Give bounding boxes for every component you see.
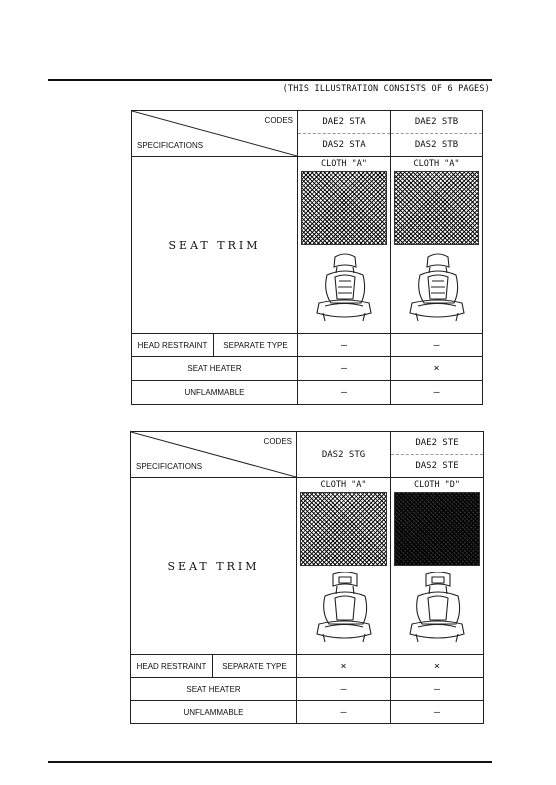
code: DAE2 STE <box>391 432 483 456</box>
bottom-rule <box>48 761 492 763</box>
codes-label: CODES <box>263 437 292 446</box>
page-note: (THIS ILLUSTRATION CONSISTS OF 6 PAGES) <box>282 84 490 94</box>
code: DAS2 STA <box>322 140 366 151</box>
seat-heater-value: – <box>391 678 484 701</box>
seat-illustration <box>402 572 472 650</box>
spec-table-2 <box>130 431 484 724</box>
head-restraint-label: HEAD RESTRAINT <box>132 334 214 357</box>
separate-type-label: SEPARATE TYPE <box>214 334 298 357</box>
fabric-swatch <box>394 492 480 566</box>
fabric-swatch <box>301 171 387 245</box>
cloth-label: CLOTH "A" <box>413 159 460 169</box>
separate-type-value: × <box>391 655 484 678</box>
specifications-label: SPECIFICATIONS <box>137 141 204 150</box>
fabric-swatch <box>300 492 387 566</box>
specifications-label: SPECIFICATIONS <box>136 462 203 471</box>
spec-table-1 <box>131 110 483 405</box>
seat-heater-label: SEAT HEATER <box>131 678 297 701</box>
fabric-swatch <box>394 171 479 245</box>
seat-heater-label: SEAT HEATER <box>132 357 298 381</box>
header-corner <box>131 432 297 478</box>
code-cell-col1 <box>297 432 391 478</box>
code: DAS2 STE <box>415 461 459 472</box>
trim-cell-col1 <box>298 157 391 334</box>
seat-trim-cell <box>132 157 298 334</box>
cloth-label: CLOTH "A" <box>320 480 367 490</box>
code-cell-col2 <box>391 432 484 478</box>
seat-illustration <box>309 251 379 329</box>
unflammable-value: – <box>391 381 483 405</box>
unflammable-label: UNFLAMMABLE <box>132 381 298 405</box>
code: DAE2 STA <box>298 111 390 135</box>
unflammable-value: – <box>297 701 391 724</box>
header-corner <box>132 111 298 157</box>
trim-cell-col2 <box>391 157 483 334</box>
seat-heater-value: × <box>391 357 483 381</box>
seat-illustration <box>309 572 379 650</box>
seat-heater-value: – <box>297 678 391 701</box>
top-rule <box>48 79 492 81</box>
code: DAE2 STB <box>391 111 482 135</box>
seat-trim-cell <box>131 478 297 655</box>
unflammable-value: – <box>391 701 484 724</box>
head-restraint-label: HEAD RESTRAINT <box>131 655 213 678</box>
cloth-label: CLOTH "A" <box>320 159 368 169</box>
separate-type-value: × <box>297 655 391 678</box>
separate-type-label: SEPARATE TYPE <box>213 655 297 678</box>
separate-type-value: – <box>391 334 483 357</box>
seat-heater-value: – <box>298 357 391 381</box>
seat-trim-label: SEAT TRIM <box>168 238 261 252</box>
code-cell-col2 <box>391 111 483 157</box>
unflammable-value: – <box>298 381 391 405</box>
separate-type-value: – <box>298 334 391 357</box>
cloth-label: CLOTH "D" <box>413 480 461 490</box>
seat-illustration <box>402 251 472 329</box>
seat-trim-label: SEAT TRIM <box>167 559 260 573</box>
trim-cell-col1 <box>297 478 391 655</box>
codes-label: CODES <box>264 116 293 125</box>
trim-cell-col2 <box>391 478 484 655</box>
code: DAS2 STG <box>321 449 366 460</box>
unflammable-label: UNFLAMMABLE <box>131 701 297 724</box>
code: DAS2 STB <box>414 140 459 151</box>
code-cell-col1 <box>298 111 391 157</box>
